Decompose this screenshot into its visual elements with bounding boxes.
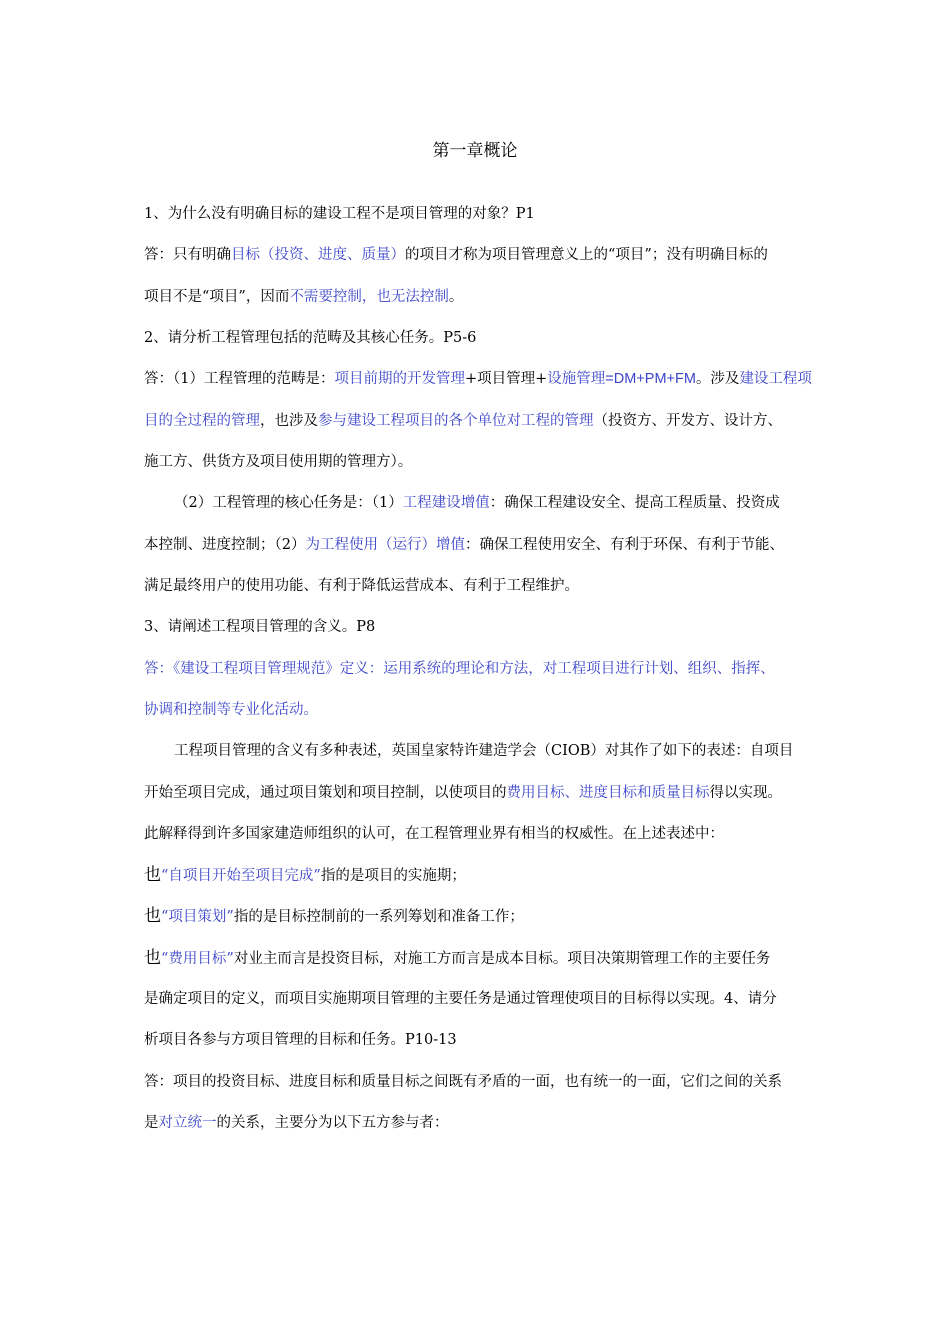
paragraph-line-1: 工程项目管理的含义有多种表述，英国皇家特许建造学会（CIOB）对其作了如下的表述：自项目 xyxy=(174,743,794,759)
highlight: 费用目标、进度目标和质量目标 xyxy=(506,785,710,801)
highlight: 为工程使用（运行）增值 xyxy=(305,537,465,553)
paragraph-line-3: 此解释得到许多国家建造师组织的认可，在工程管理业界有相当的权威性。在上述表述中： xyxy=(144,826,724,842)
highlight: =DM+PM+FM xyxy=(605,371,696,387)
answer-4-line-1: 答：项目的投资目标、进度目标和质量目标之间既有矛盾的一面，也有统一的一面，它们之间的关系 xyxy=(144,1074,782,1090)
highlight: 工程建设增值 xyxy=(402,495,490,511)
answer-2b-line-3: 满足最终用户的使用功能、有利于降低运营成本、有利于工程维护。 xyxy=(144,578,579,594)
highlight: “自项目开始至项目完成” xyxy=(161,868,321,884)
highlight: “项目策划” xyxy=(161,909,234,925)
answer-2b-line-2: 本控制、进度控制；（2）为工程使用（运行）增值：确保工程使用安全、有利于环保、有利于节能、 xyxy=(144,537,784,553)
paragraph-line-2: 开始至项目完成，通过项目策划和项目控制，以使项目的费用目标、进度目标和质量目标得以实现。 xyxy=(144,785,782,801)
answer-1-line-2: 项目不是“项目”，因而不需要控制，也无法控制。 xyxy=(144,289,464,305)
bullet-item-3: 也“费用目标”对业主而言是投资目标，对施工方而言是成本目标。项目决策期管理工作的主要任务 xyxy=(144,948,771,968)
bullet-item-1: 也“自项目开始至项目完成”指的是项目的实施期； xyxy=(144,865,466,885)
question-3: 3、请阐述工程项目管理的含义。P8 xyxy=(144,619,376,635)
highlight: 建设工程项 xyxy=(739,371,812,387)
question-4: 析项目各参与方项目管理的目标和任务。P10-13 xyxy=(144,1032,457,1048)
answer-3-line-2: 协调和控制等专业化活动。 xyxy=(144,702,318,718)
chapter-title: 第一章概论 xyxy=(432,141,518,161)
answer-4-line-2: 是对立统一的关系，主要分为以下五方参与者： xyxy=(144,1115,449,1131)
highlight: 不需要控制，也无法控制 xyxy=(289,289,449,305)
answer-2-line-1: 答：（1）工程管理的范畴是：项目前期的开发管理+项目管理+设施管理=DM+PM+FM。涉及建设工程项 xyxy=(144,371,812,387)
answer-2-line-2: 目的全过程的管理，也涉及参与建设工程项目的各个单位对工程的管理（投资方、开发方、设计方、 xyxy=(144,413,782,429)
highlight: 目标（投资、进度、质量） xyxy=(231,247,405,263)
bullet-marker: 也 xyxy=(144,906,161,926)
highlight: 对立统一 xyxy=(158,1115,217,1131)
highlight: 参与建设工程项目的各个单位对工程的管理 xyxy=(318,413,594,429)
question-1: 1、为什么没有明确目标的建设工程不是项目管理的对象？P1 xyxy=(144,206,535,222)
answer-1-line-1: 答：只有明确目标（投资、进度、质量）的项目才称为项目管理意义上的“项目”；没有明确目标的 xyxy=(144,247,768,263)
highlight: 项目前期的开发管理 xyxy=(334,371,465,387)
bullet-item-3-line-2: 是确定项目的定义，而项目实施期项目管理的主要任务是通过管理使项目的目标得以实现。4、请分 xyxy=(144,991,777,1007)
question-2: 2、请分析工程管理包括的范畴及其核心任务。P5-6 xyxy=(144,330,477,346)
highlight: 目的全过程的管理 xyxy=(144,413,260,429)
answer-3-line-1: 答：《建设工程项目管理规范》定义：运用系统的理论和方法，对工程项目进行计划、组织、指挥、 xyxy=(144,661,775,677)
bullet-item-2: 也“项目策划”指的是目标控制前的一系列筹划和准备工作； xyxy=(144,906,524,926)
answer-2-line-3: 施工方、供货方及项目使用期的管理方）。 xyxy=(144,454,413,470)
bullet-marker: 也 xyxy=(144,948,161,968)
answer-2b-line-1: （2）工程管理的核心任务是：（1）工程建设增值：确保工程建设安全、提高工程质量、投资成 xyxy=(174,495,780,511)
highlight: “费用目标” xyxy=(161,951,234,967)
highlight: 设施管理 xyxy=(547,371,606,387)
bullet-marker: 也 xyxy=(144,865,161,885)
